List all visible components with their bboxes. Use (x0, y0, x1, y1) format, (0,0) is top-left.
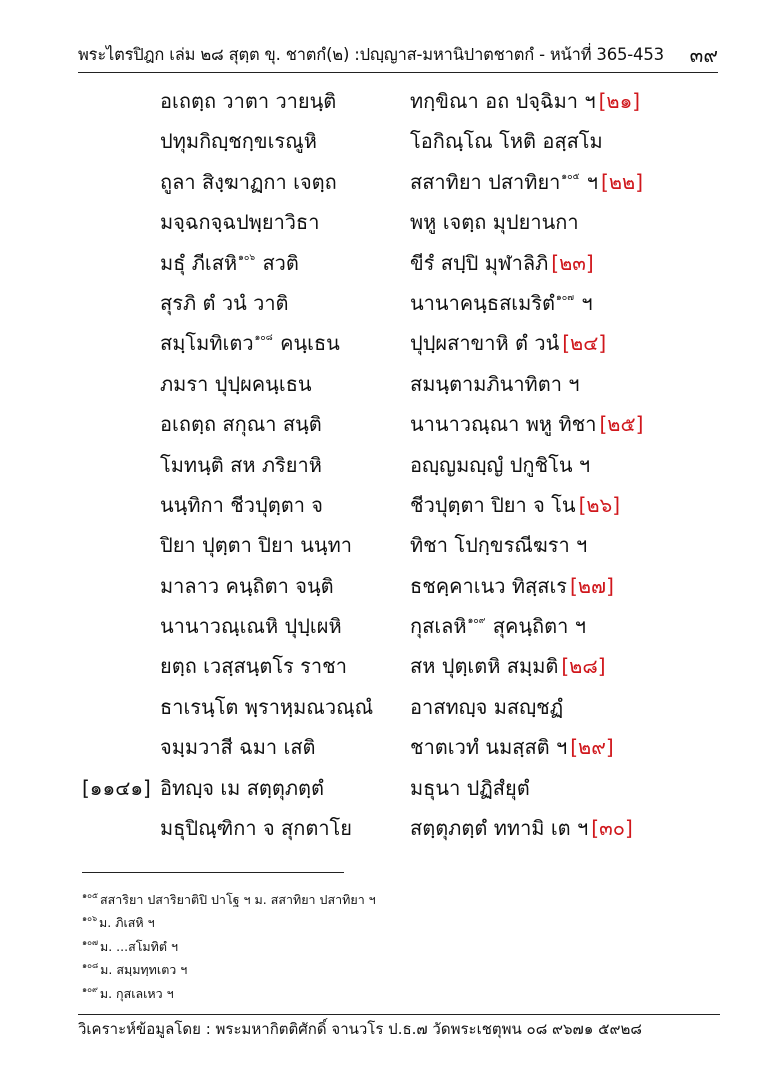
verse-line-b (410, 492, 620, 518)
verse-text: สตฺตุภตฺตํ ททามิ เต ฯ (410, 816, 589, 841)
verse-line-a (160, 694, 373, 720)
verse-text: สห ปุตฺเตหิ สมฺมติ (410, 654, 559, 679)
verse-number: [๒๔] (562, 331, 607, 356)
verse-text-tail: คนฺเธน (273, 331, 340, 356)
verse-line-a (160, 411, 322, 437)
verse-number: [๒๗] (570, 573, 614, 598)
footnote-item (82, 984, 722, 1007)
verse-number: [๒๕] (599, 412, 644, 437)
verse-line-b (410, 209, 579, 235)
footnote-ref: ๑๐๙ (467, 616, 486, 627)
verse-line-b (410, 88, 640, 114)
verse-line-b (410, 573, 614, 599)
footnote-ref: ๑๐๕ (561, 171, 580, 182)
verse-line-a (160, 613, 342, 639)
paragraph-number: [๑๑๔๑] (82, 775, 151, 800)
footnote-item (82, 960, 722, 983)
footnote-ref: ๑๐๗ (556, 292, 575, 303)
footnote-text: ม. ...สโมทิตํ ฯ (99, 938, 179, 954)
footnote-list (82, 890, 722, 1007)
verse-text: มธุํ ภีเสหิ (160, 250, 238, 275)
verse-line-b (410, 290, 593, 321)
verse-row (0, 324, 770, 364)
verse-line-b (410, 411, 643, 437)
verse-line-a (160, 573, 334, 599)
verse-text: ภมรา ปุปฺผคนฺเธน (160, 371, 312, 396)
verse-text: นานาคนฺธสเมริตํ (410, 290, 556, 315)
verse-text: ธาเรนฺโต พฺราหฺมณวณฺณํ (160, 694, 374, 719)
verse-line-a (160, 371, 312, 397)
verse-text: นนฺทิกา ชีวปุตฺตา จ (160, 492, 324, 517)
verse-line-b (410, 653, 606, 679)
verse-number: [๒๑] (598, 89, 641, 113)
verse-number: [๒๓] (551, 250, 594, 275)
verse-row (0, 365, 770, 405)
verse-text-tail: สุคนฺถิตา ฯ (486, 614, 586, 639)
footnote-ref: ๑๐๘ (254, 333, 273, 344)
verse-line-b (410, 128, 603, 154)
verse-text: ชีวปุตฺตา ปิยา จ โน (410, 492, 576, 517)
verse-row (0, 82, 770, 122)
verse-row (0, 526, 770, 566)
verse-line-a (160, 532, 352, 558)
verse-line-b (410, 734, 614, 760)
verse-text: อญฺญมญฺญํ ปกูชิโน ฯ (410, 452, 591, 477)
verse-text: สมนฺตามภินาทิตา ฯ (410, 371, 580, 396)
verse-line-a (160, 169, 337, 195)
verse-text: โอกิณฺโณ โหติ อสฺสโม (410, 129, 603, 154)
verse-row (0, 203, 770, 243)
verse-text: ทกฺขิณา อถ ปจฺฉิมา ฯ (410, 89, 596, 113)
verse-row (0, 486, 770, 526)
verse-text: ปทุมกิญฺชกฺขเรณูหิ (160, 129, 317, 154)
verse-text: ปิยา ปุตฺตา ปิยา นนฺทา (160, 533, 353, 558)
verse-number: [๓๐] (591, 816, 633, 841)
footnote-text: ม. ภิเสหิ ฯ (99, 915, 155, 931)
verse-line-b (410, 169, 643, 200)
footnote-mark: ๑๐๕ (82, 891, 99, 900)
verse-line-b (410, 613, 586, 644)
footnote-text: สสาริยา ปสาริยาติปิ ปาโฐ ฯ ม. สสาทิยา ปสาทิยา ฯ (100, 892, 376, 907)
verse-line-b (410, 452, 590, 478)
footnote-mark: ๑๐๘ (82, 961, 99, 971)
footnote-ref: ๑๐๖ (238, 252, 256, 263)
verse-row (0, 122, 770, 162)
verse-line-a (160, 250, 299, 281)
verse-line-a (160, 815, 352, 841)
verse-text-tail: ฯ (580, 169, 599, 194)
verse-text: ชาตเวทํ นมสฺสติ ฯ (410, 735, 568, 760)
footnote-mark: ๑๐๗ (82, 937, 98, 947)
verse-row (0, 769, 770, 809)
verse-text: อเถตฺถ วาตา วายนฺติ (160, 89, 337, 113)
verse-list (0, 82, 770, 849)
footnote-item (82, 937, 722, 960)
verse-text: ยตฺถ เวสฺสนฺตโร ราชา (160, 654, 347, 679)
verse-line-b (410, 330, 606, 356)
verse-text: ขีรํ สปฺปิ มุฬาลิภิ (410, 250, 549, 275)
verse-text: สุรภิ ตํ วนํ วาติ (160, 290, 289, 315)
footnote-mark: ๑๐๙ (82, 984, 98, 994)
verse-line-a (160, 290, 289, 316)
verse-line-a (160, 209, 319, 235)
verse-row (0, 809, 770, 849)
verse-text: มธุปิณฺฑิกา จ สุกตาโย (160, 816, 353, 841)
verse-text: ทิชา โปกฺขรณีฆรา ฯ (410, 533, 588, 558)
verse-line-a (160, 492, 323, 518)
verse-text: จมฺมวาสี ฉมา เสติ (160, 735, 316, 760)
verse-line-a (160, 330, 340, 361)
verse-text: นานาวณฺเณหิ ปุปฺเผหิ (160, 614, 342, 639)
verse-text: อาสทญฺจ มสญฺชฏํ (410, 694, 564, 719)
verse-text: อเถตฺถ สกุณา สนฺติ (160, 412, 322, 437)
verse-text: ปุปฺผสาขาหิ ตํ วนํ (410, 331, 560, 356)
footnote-item (82, 890, 722, 913)
verse-text-tail: สวติ (256, 250, 299, 275)
verse-line-b (410, 250, 594, 276)
verse-line-b (410, 532, 587, 558)
verse-line-a (160, 128, 317, 154)
verse-text: โมทนฺติ สห ภริยาหิ (160, 452, 322, 477)
verse-text: สสาทิยา ปสาทิยา (410, 169, 561, 194)
verse-line-b (410, 775, 530, 801)
page-header (78, 38, 718, 73)
verse-number: [๒๖] (578, 492, 621, 517)
verse-row (0, 728, 770, 768)
footnote-mark: ๑๐๖ (82, 914, 98, 924)
verse-text: มจฺฉกจฺฉปพฺยาวิธา (160, 210, 320, 235)
verse-text: ธชคฺคาเนว ทิสฺสเร (410, 573, 568, 598)
verse-text: นานาวณฺณา พหู ทิชา (410, 412, 597, 437)
verse-text: กุสเลหิ (410, 614, 467, 639)
footnote-text: ม. กุสเลเหว ฯ (99, 985, 174, 1001)
verse-row (0, 405, 770, 445)
verse-line-b (410, 694, 563, 720)
verse-row (0, 163, 770, 203)
verse-text: ถูลา สิงฺฆาฏกา เจตฺถ (160, 169, 337, 194)
verse-text: พหู เจตฺถ มุปยานกา (410, 210, 579, 235)
footer-credit: วิเคราะห์ข้อมูลโดย : พระมหากิตติศักดิ์ จานวโร ป.ธ.๗ วัดพระเชตุพน ๐๘ ๙๖๗๑ ๕๙๒๘ (78, 1020, 642, 1038)
verse-row (0, 446, 770, 486)
page-title: พระไตรปิฎก เล่ม ๒๘ สุตฺต ขุ. ชาตกํ(๒) :ปญฺญาส-มหานิปาตชาตกํ - หน้าที่ 365-453 (78, 45, 664, 64)
footnote-divider (82, 872, 344, 873)
verse-text: สมฺโมทิเตว (160, 331, 254, 356)
verse-text-tail: ฯ (575, 290, 593, 315)
page-number: ๓๙ (689, 43, 718, 67)
verse-text: มาลาว คนฺถิตา จนฺติ (160, 573, 334, 598)
verse-row (0, 244, 770, 284)
verse-row (0, 688, 770, 728)
verse-text: มธุนา ปฏิสํยุตํ (410, 775, 530, 800)
verse-row (0, 284, 770, 324)
verse-line-a (160, 452, 322, 478)
verse-line-a (160, 88, 336, 114)
verse-line-a (160, 653, 347, 679)
verse-line-a (160, 775, 324, 801)
footnote-item (82, 913, 722, 936)
verse-line-b (410, 815, 633, 841)
verse-number: [๒๒] (601, 169, 644, 194)
verse-number: [๒๘] (561, 654, 606, 679)
verse-row (0, 607, 770, 647)
page-footer (78, 1014, 720, 1039)
verse-row (0, 567, 770, 607)
verse-text: อิทญฺจ เม สตฺตุภตฺตํ (160, 775, 325, 800)
footnote-text: ม. สมฺมทฺทเตว ฯ (100, 962, 188, 978)
verse-number: [๒๙] (570, 735, 614, 760)
verse-row (0, 647, 770, 687)
verse-line-b (410, 371, 580, 397)
verse-line-a (160, 734, 316, 760)
